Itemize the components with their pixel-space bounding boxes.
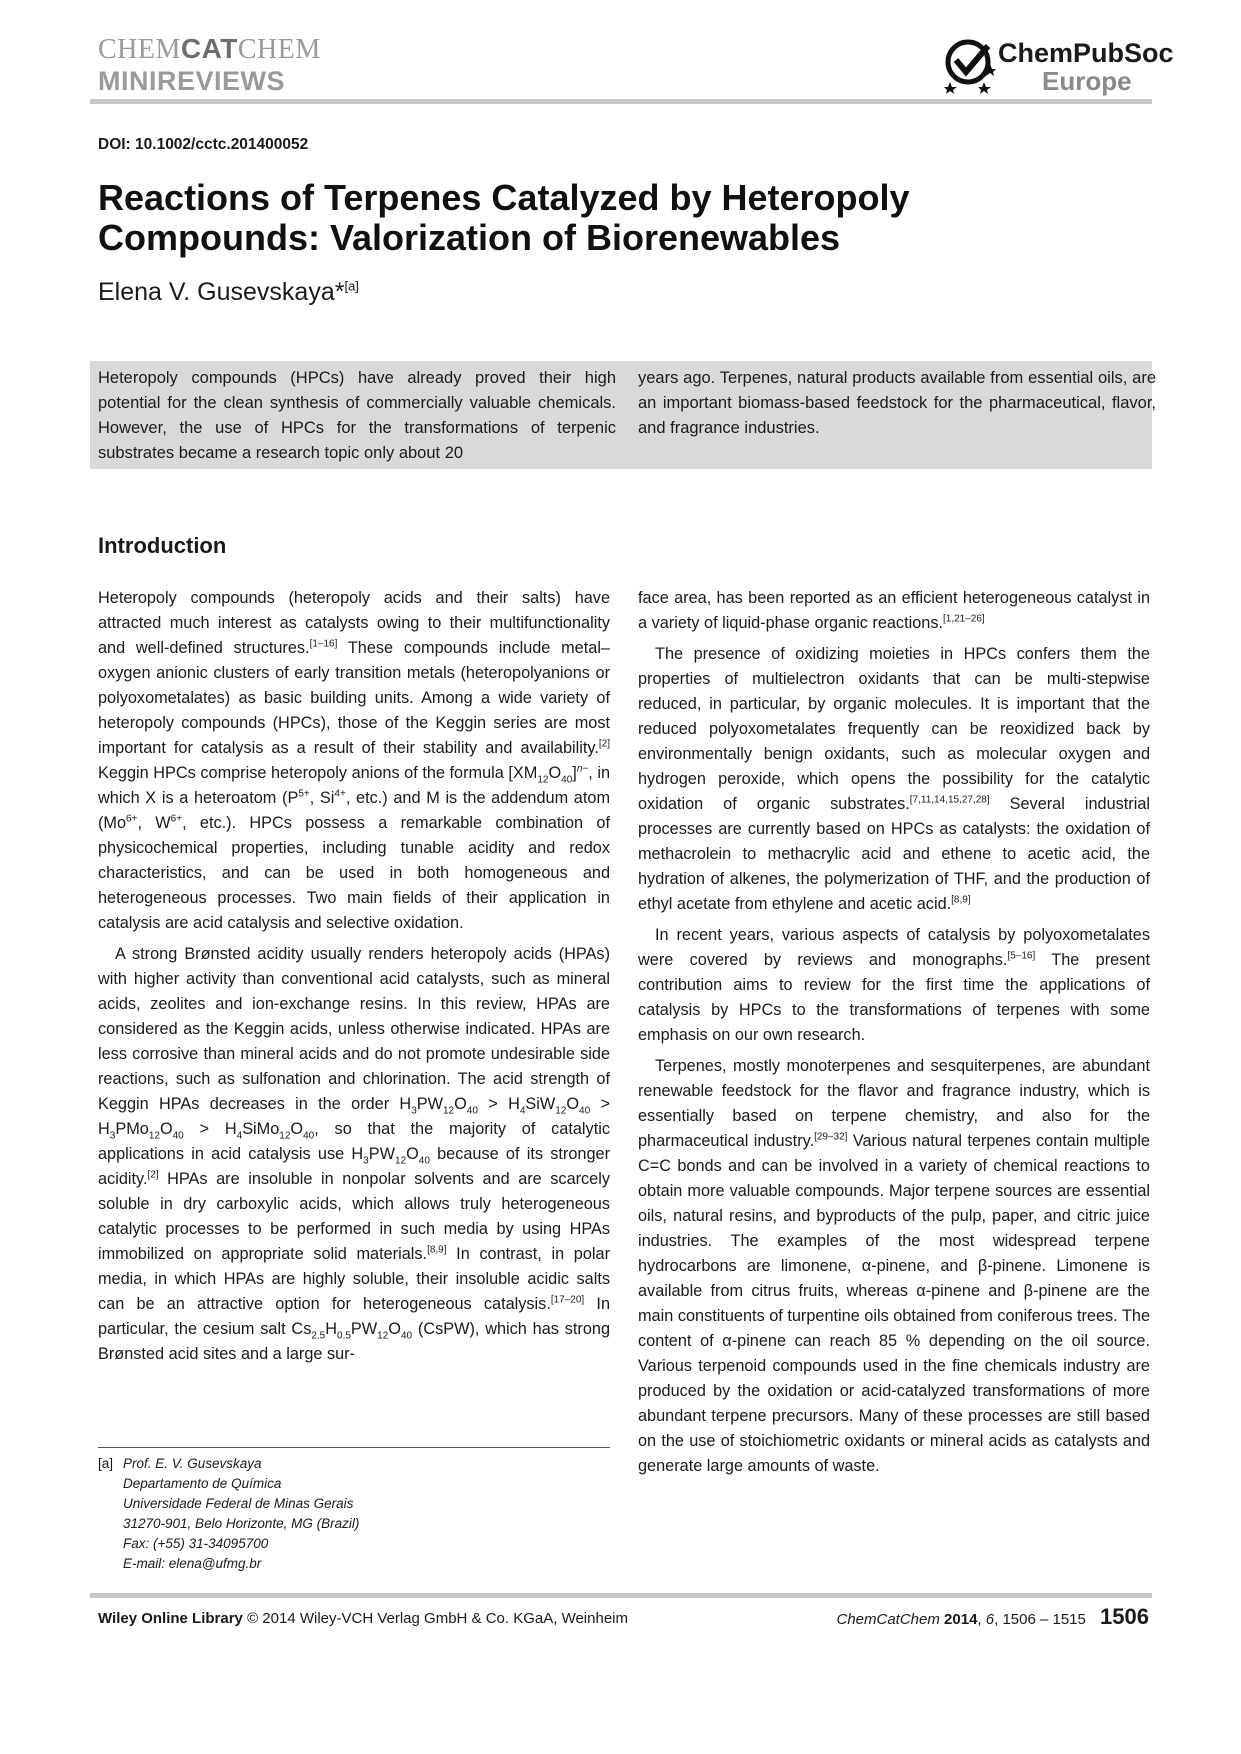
citation: [7,11,14,15,27,28] (909, 794, 990, 806)
citation: [8,9] (951, 894, 971, 906)
paragraph: Terpenes, mostly monoterpenes and sesquiterpenes, are abundant renewable feedstock for the flavor and fragrance industry, which is essentially based on terpene chemistry, and also for the pharmaceutical industry.[29–32] Various natural terpenes contain multiple C=C bonds and can be involved in a variety of chemical reactions to obtain more valuable compounds. Major terpene sources are essential oils, natural resins, and byproducts of the pulp, paper, and citric juice industries. The examples of the most widespread terpene hydrocarbons are limonene, α-pinene, and β-pinene. Limonene is available from citrus fruits, whereas α-pinene and β-pinene are the main constituents of turpentine oils obtained from coniferous trees. The content of α-pinene can reach 85 % depending on the oil source. Various terpenoid compounds used in the fine chemicals industry are produced by the oxidation or acid-catalyzed transformations of more abundant terpene precursors. Many of these processes are still based on the use of stoichiometric oxidants or mineral acids as catalysts and generate large amounts of waste. (638, 1057, 1150, 1475)
chempubsoc-logo-icon (944, 38, 996, 94)
paragraph: The presence of oxidizing moieties in HPCs confers them the properties of multielectron oxidants that can be multi-stepwise reduced, in particular, by organic molecules. It is important that the reduced polyoxometalates frequently can be reoxidized back by environmentally benign oxidants, such as molecular oxygen and hydrogen peroxide, which opens the possibility for the catalytic oxidation of organic substrates.[7,11,14,15,27,28] Several industrial processes are currently based on HPCs as catalysts: the oxidation of methacrolein to methacrylic acid and ethene to acetic acid, the hydration of alkenes, the polymerization of THF, and the production of ethyl acetate from ethylene and acetic acid.[8,9] (638, 645, 1150, 913)
citation: [2] (147, 1169, 159, 1181)
footer-left (98, 1610, 628, 1627)
abstract-left: Heteropoly compounds (HPCs) have already proved their high potential for the clean synthesis of commercially valuable chemicals. However, the use of HPCs for the transformations of terpenic substrates became a research topic only about 20 (98, 369, 616, 462)
title-line-1: Reactions of Terpenes Catalyzed by Heteropoly (98, 177, 910, 218)
publisher-logo (944, 36, 1174, 96)
abstract-right: years ago. Terpenes, natural products available from essential oils, are an important biomass-based feedstock for the pharmaceutical, flavor, and fragrance industries. (638, 369, 1156, 437)
page-number: 1506 (1100, 1604, 1149, 1629)
section-heading: Introduction (98, 533, 227, 558)
footnote-label: [a] (98, 1456, 114, 1471)
citation: [8,9] (427, 1244, 447, 1256)
paragraph: In recent years, various aspects of catalysis by polyoxometalates were covered by reviews and monographs.[5–16] The present contribution aims to review for the first time the applications of catalysis by HPCs to the transformations of terpenes with some emphasis on our own research. (638, 926, 1150, 1044)
paragraph: Heteropoly compounds (heteropoly acids and their salts) have attracted much interest as catalysts owing to their multifunctionality and well-defined structures.[1–16] These compounds include metal–oxygen anionic clusters of early transition metals (heteropolyanions or polyoxometalates) as basic building units. Among a wide variety of heteropoly compounds (HPCs), those of the Keggin series are most important for catalysis as a result of their stability and availability.[2] Keggin HPCs comprise heteropoly anions of the formula $[XM_{12}O_{40}]^{n-}$, in which X is a heteroatom ($P^{5+}$, $Si^{4+}$, etc.) and M is the addendum atom ($Mo^{6+}$, $W^{6+}$, etc.). HPCs possess a remarkable combination of physicochemical properties, including tunable acidity and redox characteristics, and can be used in both homogeneous and heterogeneous processes. Two main fields of their application in catalysis are acid catalysis and selective oxidation. (98, 589, 610, 932)
citation: [2] (598, 738, 610, 750)
citation: [1,21–26] (943, 613, 985, 625)
citation: [1–16] (309, 638, 338, 650)
footnote-line: Departamento de Química (123, 1476, 282, 1491)
title-line-2: Compounds: Valorization of Biorenewables (98, 217, 841, 258)
copyright: © 2014 Wiley-VCH Verlag GmbH & Co. KGaA, Weinheim (242, 1610, 628, 1627)
footnote-email[interactable]: E-mail: elena@ufmg.br (123, 1556, 262, 1571)
volume: 6 (985, 1611, 995, 1628)
header-rule (90, 99, 1152, 104)
footnote-line: Universidade Federal de Minas Gerais (123, 1496, 354, 1511)
journal-abbrev: ChemCatChem (836, 1611, 940, 1628)
paragraph: A strong Brønsted acidity usually renders heteropoly acids (HPAs) with higher activity than conventional acid catalysts, such as mineral acids, zeolites and ion-exchange resins. In this review, HPAs are considered as the Keggin acids, unless otherwise indicated. HPAs are less corrosive than mineral acids and do not promote undesirable side reactions, such as sulfonation and chlorination. The acid strength of Keggin HPAs decreases in the order $H_3PW_{12}O_{40} > H_4SiW_{12}O_{40} > H_3PMo_{12}O_{40}$ > $H_4SiMo_{12}O_{40}$, so that the majority of catalytic applications in acid catalysis use $H_3PW_{12}O_{40}$ because of its stronger acidity.[2] HPAs are insoluble in nonpolar solvents and are scarcely soluble in dry carboxylic acids, which allows truly heterogeneous catalytic processes to be performed in such media by using HPAs immobilized on appropriate solid materials.[8,9] In contrast, in polar media, in which HPAs are highly soluble, their insoluble acidic salts can be an attractive option for heterogeneous catalysis.[17–20] In particular, the cesium salt $Cs_{2.5}H_{0.5}PW_{12}O_{40}$ (CsPW), which has strong Brønsted acid sites and a large sur- (98, 945, 611, 1363)
author-affiliation-mark: [a] (344, 278, 359, 294)
logo-text-chempubsoc: ChemPubSoc (998, 38, 1174, 68)
footnote-line: Prof. E. V. Gusevskaya (123, 1456, 262, 1471)
body-column-right (638, 586, 1150, 1485)
page-range: , 1506 – 1515 (994, 1611, 1086, 1628)
wiley-online-library-link[interactable]: Wiley Online Library (98, 1610, 243, 1627)
section-label: MINIREVIEWS (98, 66, 286, 96)
doi: DOI: 10.1002/cctc.201400052 (98, 136, 309, 153)
footnote-line: Fax: (+55) 31-34095700 (123, 1536, 269, 1551)
journal-name: CHEMCATCHEM (98, 33, 321, 65)
pub-year: 2014 (944, 1611, 978, 1628)
author (98, 278, 359, 307)
affiliation-footnote (98, 1454, 610, 1574)
paragraph: face area, has been reported as an efficient heterogeneous catalyst in a variety of liquid-phase organic reactions.[1,21–26] (638, 589, 1150, 632)
citation: [29–32] (814, 1131, 848, 1143)
citation: [5–16] (1007, 950, 1036, 962)
citation: [17–20] (550, 1294, 585, 1306)
footnote-rule (98, 1447, 610, 1448)
author-name: Elena V. Gusevskaya* (98, 278, 345, 306)
footer-right: ChemCatChem 2014, 6, 1506 – 1515 1506 (836, 1604, 1149, 1629)
article-title (98, 178, 1098, 258)
footnote-line: 31270-901, Belo Horizonte, MG (Brazil) (123, 1516, 360, 1531)
footer-rule (90, 1593, 1152, 1598)
logo-text-europe: Europe (1042, 66, 1132, 96)
body-column-left (98, 586, 610, 1373)
